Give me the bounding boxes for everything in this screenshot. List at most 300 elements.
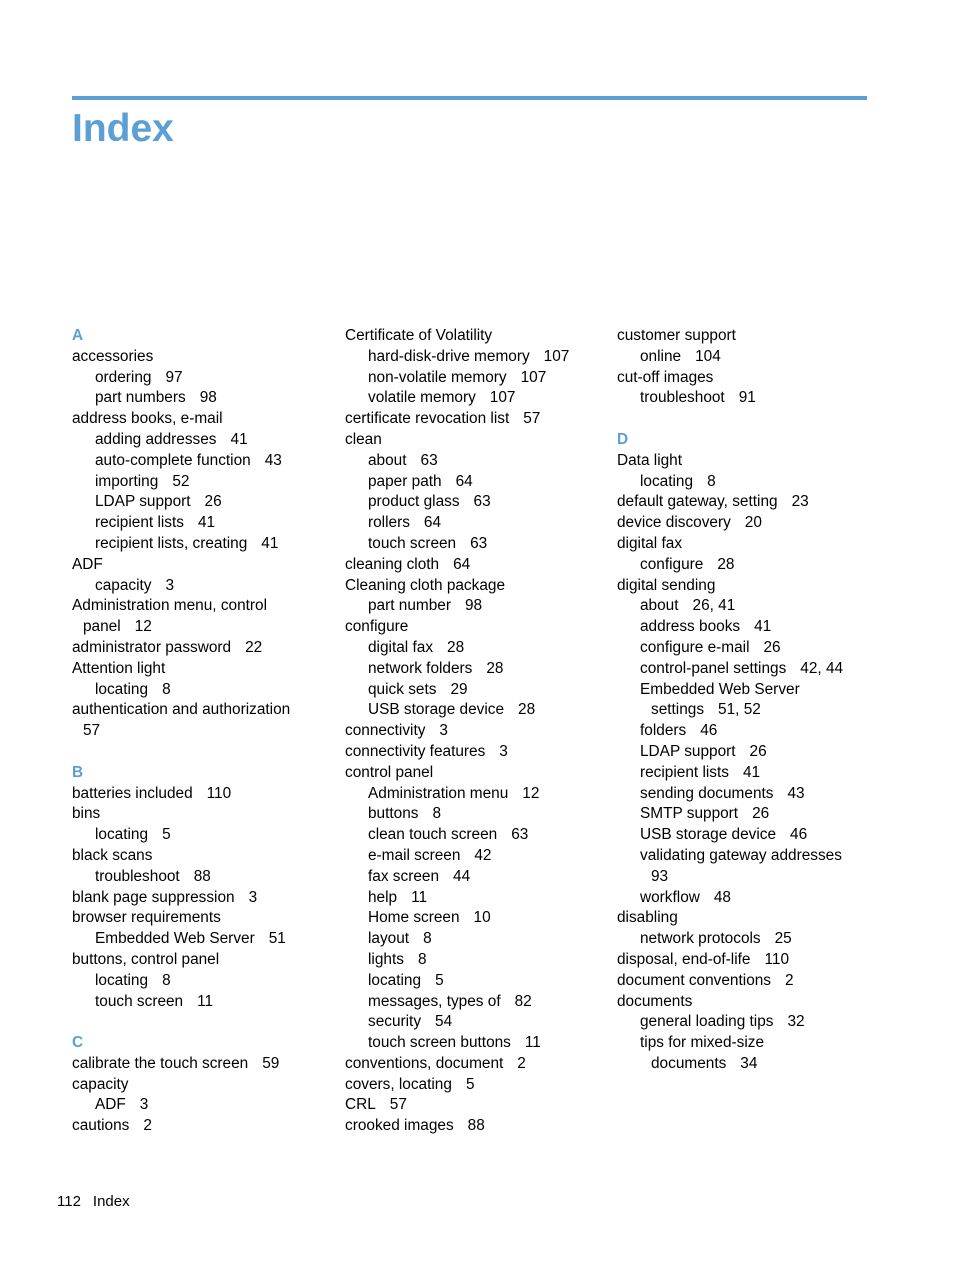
index-term: connectivity features: [345, 742, 486, 760]
page-reference: 88: [193, 867, 211, 885]
page-reference: 91: [738, 389, 756, 407]
index-term: adding addresses: [95, 430, 217, 448]
page-reference: 8: [417, 950, 427, 968]
index-term: configure: [640, 555, 704, 573]
index-term: documents: [617, 992, 693, 1010]
page-reference: 63: [511, 826, 529, 844]
page-reference: 29: [450, 680, 468, 698]
index-entry-continuation: [617, 1054, 879, 1075]
index-entry: [345, 409, 607, 430]
page-reference: 2: [143, 1117, 152, 1135]
page-reference: 63: [470, 534, 488, 552]
page-reference: 5: [465, 1075, 475, 1093]
index-entry: [617, 576, 879, 597]
index-term: Certificate of Volatility: [345, 327, 493, 344]
index-subentry: [345, 659, 607, 680]
index-term: LDAP support: [95, 493, 191, 511]
index-entry: [345, 576, 607, 597]
index-entry: [345, 617, 607, 638]
section-spacer: [617, 409, 879, 430]
index-subentry: [345, 888, 607, 909]
page-reference: 107: [520, 368, 547, 386]
index-term: document conventions: [617, 971, 772, 989]
index-entry: [617, 513, 879, 534]
index-subentry: [72, 680, 334, 701]
page-reference: 23: [791, 493, 809, 511]
index-subentry: [345, 908, 607, 929]
index-entry: [72, 596, 334, 617]
index-entry: [345, 326, 607, 347]
index-term: Data light: [617, 451, 683, 469]
index-subentry: [345, 638, 607, 659]
page-reference: 26, 41: [692, 597, 736, 615]
page-reference: 8: [707, 472, 716, 490]
index-term: Cleaning cloth package: [345, 576, 506, 594]
index-subentry: [72, 513, 334, 534]
index-term: touch screen: [95, 992, 184, 1010]
index-term: locating: [95, 971, 149, 989]
page-reference: 57: [389, 1096, 407, 1114]
index-term: rollers: [368, 514, 410, 532]
index-subentry: [345, 492, 607, 513]
index-subentry: [617, 846, 879, 867]
page-reference: 3: [165, 576, 175, 594]
index-term: digital sending: [617, 576, 716, 594]
page-reference: 8: [162, 680, 171, 698]
index-term: authentication and authorization: [72, 701, 291, 719]
index-subentry: [617, 1033, 879, 1054]
index-term: configure e-mail: [640, 638, 750, 656]
index-term: conventions, document: [345, 1054, 504, 1072]
index-entry: [72, 1054, 334, 1075]
index-term: USB storage device: [640, 826, 777, 844]
page-reference: 28: [447, 638, 465, 656]
index-entry: [617, 534, 879, 555]
index-subentry: [72, 451, 334, 472]
index-entry: [617, 492, 879, 513]
index-term: cut-off images: [617, 368, 714, 386]
page-reference: 104: [695, 347, 721, 365]
index-term: network protocols: [640, 930, 761, 948]
index-term: batteries included: [72, 784, 193, 802]
index-subentry: [345, 700, 607, 721]
index-term: volatile memory: [368, 389, 476, 407]
index-entry: [617, 368, 879, 389]
index-subentry: [72, 825, 334, 846]
index-subentry: [345, 950, 607, 971]
index-term: disposal, end-of-life: [617, 950, 751, 968]
index-subentry: [617, 804, 879, 825]
index-term: panel: [83, 618, 121, 636]
page-reference: 10: [473, 909, 491, 927]
index-term: 93: [651, 867, 669, 885]
index-term: hard-disk-drive memory: [368, 347, 530, 365]
index-entry: [617, 451, 879, 472]
index-term: sending documents: [640, 784, 774, 802]
index-subentry: [72, 1095, 334, 1116]
page-reference: 42: [474, 846, 492, 864]
index-entry: [72, 555, 334, 576]
index-entry: [72, 1116, 334, 1137]
index-term: validating gateway addresses: [640, 846, 842, 864]
index-term: address books, e-mail: [72, 410, 223, 428]
title-rule: [72, 96, 867, 100]
page-reference: 110: [206, 784, 232, 802]
index-term: troubleshoot: [95, 867, 180, 885]
page-reference: 82: [514, 992, 532, 1010]
page-reference: 22: [245, 638, 263, 656]
index-subentry: [72, 388, 334, 409]
index-term: Home screen: [368, 909, 460, 927]
index-term: USB storage device: [368, 701, 505, 719]
page-reference: 20: [744, 514, 762, 532]
index-term: cleaning cloth: [345, 555, 440, 573]
page-reference: 5: [162, 826, 171, 844]
index-term: digital fax: [617, 534, 683, 552]
footer-section: Index: [92, 1193, 130, 1210]
index-column-3: [617, 326, 879, 1075]
page-reference: 64: [453, 555, 471, 573]
index-subentry: [72, 472, 334, 493]
index-section-letter: A: [72, 327, 84, 344]
page-reference: 88: [467, 1117, 485, 1135]
index-term: clean touch screen: [368, 826, 498, 844]
index-subentry: [617, 742, 879, 763]
page-reference: 54: [435, 1013, 453, 1031]
index-subentry: [617, 596, 879, 617]
index-term: customer support: [617, 327, 736, 344]
index-term: cautions: [72, 1117, 130, 1135]
index-subentry: [72, 992, 334, 1013]
index-subentry: [617, 763, 879, 784]
index-term: configure: [345, 618, 409, 636]
index-entry: [617, 908, 879, 929]
page-reference: 97: [165, 368, 183, 386]
index-term: browser requirements: [72, 909, 221, 927]
page-reference: 98: [464, 597, 483, 615]
index-entry: [617, 992, 879, 1013]
page-reference: 42, 44: [800, 659, 844, 677]
page-reference: 8: [423, 930, 432, 948]
index-term: accessories: [72, 347, 154, 365]
index-column-2: [345, 326, 607, 1137]
index-term: certificate revocation list: [345, 410, 510, 428]
index-term: buttons: [368, 805, 419, 823]
index-subentry: [345, 368, 607, 389]
footer-page-number: 112: [57, 1193, 81, 1210]
page-reference: 3: [499, 742, 508, 760]
page-reference: 41: [754, 618, 772, 636]
index-subentry: [72, 576, 334, 597]
index-subentry: [345, 1012, 607, 1033]
page-reference: 64: [455, 472, 473, 490]
index-subentry: [617, 1012, 879, 1033]
index-term: documents: [651, 1054, 727, 1072]
index-entry: [72, 846, 334, 867]
page-reference: 26: [204, 493, 222, 511]
page-reference: 12: [134, 618, 152, 636]
index-term: Embedded Web Server: [95, 930, 255, 948]
index-term: disabling: [617, 909, 678, 927]
index-subentry: [617, 347, 879, 368]
index-subentry: [345, 971, 607, 992]
page-reference: 48: [713, 888, 731, 906]
index-entry: [72, 1075, 334, 1096]
page-reference: 98: [199, 389, 217, 407]
index-term: Administration menu, control: [72, 597, 268, 615]
index-term: locating: [95, 680, 149, 698]
index-term: paper path: [368, 472, 442, 490]
index-entry: [72, 950, 334, 971]
index-term: importing: [95, 472, 159, 490]
page-reference: 28: [717, 555, 735, 573]
index-term: 57: [83, 722, 101, 740]
index-entry: [72, 409, 334, 430]
index-term: settings: [651, 701, 705, 719]
page-reference: 2: [785, 971, 794, 989]
index-term: Embedded Web Server: [640, 680, 800, 698]
page-reference: 57: [523, 410, 541, 428]
page-reference: 107: [543, 347, 570, 365]
page-reference: 51: [268, 930, 286, 948]
page-reference: 11: [524, 1034, 541, 1052]
page-reference: 41: [742, 763, 761, 781]
index-entry: [345, 721, 607, 742]
index-subentry: [617, 784, 879, 805]
page-reference: 25: [774, 930, 792, 948]
index-term: auto-complete function: [95, 451, 251, 469]
index-term: device discovery: [617, 514, 731, 532]
index-subentry: [345, 846, 607, 867]
index-entry: [345, 1095, 607, 1116]
index-entry: [617, 326, 879, 347]
index-section-letter: B: [72, 763, 84, 781]
page-reference: 51, 52: [718, 701, 761, 719]
index-term: address books: [640, 618, 741, 636]
index-subentry: [72, 430, 334, 451]
index-subentry: [345, 347, 607, 368]
index-term: part numbers: [95, 389, 186, 407]
page-reference: 44: [453, 867, 471, 885]
page-reference: 43: [787, 784, 805, 802]
section-spacer: [72, 742, 334, 763]
index-subentry: [617, 617, 879, 638]
section-spacer: [72, 1012, 334, 1033]
page-reference: 3: [139, 1096, 149, 1114]
index-term: fax screen: [368, 867, 440, 885]
index-subentry: [617, 659, 879, 680]
index-entry: [345, 1054, 607, 1075]
index-term: locating: [368, 971, 422, 989]
index-subentry: [345, 472, 607, 493]
index-entry: [617, 971, 879, 992]
index-subentry: [345, 825, 607, 846]
index-term: locating: [95, 826, 149, 844]
page-reference: 3: [439, 722, 448, 740]
index-entry: [345, 763, 607, 784]
index-subentry: [617, 638, 879, 659]
index-entry-continuation: [617, 867, 879, 888]
index-term: CRL: [345, 1096, 376, 1114]
index-subentry: [345, 992, 607, 1013]
index-term: crooked images: [345, 1117, 454, 1135]
index-term: workflow: [640, 888, 700, 906]
index-term: non-volatile memory: [368, 368, 507, 386]
index-term: buttons, control panel: [72, 950, 220, 968]
index-term: bins: [72, 805, 101, 823]
page-reference: 59: [262, 1054, 280, 1072]
page-reference: 5: [435, 971, 444, 989]
index-subentry: [345, 680, 607, 701]
page-reference: 32: [787, 1013, 805, 1031]
page-reference: 107: [489, 389, 516, 407]
index-entry: [345, 1116, 607, 1137]
index-entry: [345, 430, 607, 451]
page-reference: 63: [473, 493, 491, 511]
index-subentry: [617, 825, 879, 846]
index-term: capacity: [72, 1075, 129, 1093]
index-subentry: [72, 971, 334, 992]
index-term: calibrate the touch screen: [72, 1054, 249, 1072]
index-section-letter: C: [72, 1034, 84, 1052]
index-term: messages, types of: [368, 992, 501, 1010]
index-term: administrator password: [72, 638, 232, 656]
index-entry: [72, 784, 334, 805]
page-reference: 34: [740, 1054, 758, 1072]
page-reference: 8: [432, 805, 442, 823]
index-subentry: [72, 492, 334, 513]
index-term: network folders: [368, 659, 473, 677]
index-subentry: [345, 451, 607, 472]
index-entry-continuation: [72, 721, 334, 742]
index-entry: [345, 555, 607, 576]
index-entry-continuation: [617, 700, 879, 721]
page-reference: 43: [264, 451, 282, 469]
index-entry: [72, 638, 334, 659]
index-term: product glass: [368, 493, 460, 511]
index-term: recipient lists, creating: [95, 534, 248, 552]
index-term: ADF: [72, 555, 103, 573]
index-term: lights: [368, 950, 404, 968]
index-term: about: [640, 597, 679, 615]
index-term: online: [640, 347, 682, 365]
page-reference: 12: [522, 784, 540, 802]
index-term: control panel: [345, 763, 434, 781]
index-term: touch screen: [368, 534, 457, 552]
page-reference: 11: [411, 888, 428, 906]
page-reference: 26: [749, 742, 767, 760]
index-term: blank page suppression: [72, 888, 235, 906]
index-term: Attention light: [72, 659, 166, 677]
index-entry: [72, 908, 334, 929]
page-reference: 2: [517, 1054, 526, 1072]
index-term: LDAP support: [640, 742, 736, 760]
index-term: recipient lists: [640, 763, 729, 781]
page-reference: 11: [197, 992, 214, 1010]
index-term: ADF: [95, 1096, 126, 1114]
index-term: troubleshoot: [640, 389, 725, 407]
page-reference: 41: [197, 514, 216, 532]
page-reference: 63: [420, 451, 438, 469]
index-subentry: [345, 534, 607, 555]
page-reference: 46: [790, 826, 808, 844]
index-term: e-mail screen: [368, 846, 461, 864]
index-term: layout: [368, 930, 410, 948]
page-title: Index: [72, 107, 174, 150]
index-term: folders: [640, 722, 687, 740]
index-term: help: [368, 888, 398, 906]
index-entry: [345, 1075, 607, 1096]
page-reference: 26: [763, 638, 781, 656]
index-subentry: [617, 888, 879, 909]
index-term: quick sets: [368, 680, 437, 698]
index-subentry: [72, 534, 334, 555]
index-subentry: [617, 929, 879, 950]
index-term: tips for mixed-size: [640, 1034, 765, 1052]
index-term: control-panel settings: [640, 659, 787, 677]
index-term: touch screen buttons: [368, 1034, 511, 1052]
index-entry-continuation: [72, 617, 334, 638]
index-subentry: [345, 804, 607, 825]
page-reference: 46: [700, 722, 718, 740]
index-subentry: [617, 680, 879, 701]
index-subentry: [345, 784, 607, 805]
index-term: connectivity: [345, 722, 426, 740]
index-subentry: [345, 596, 607, 617]
index-term: part number: [368, 597, 451, 615]
page-reference: 28: [518, 701, 536, 719]
index-term: covers, locating: [345, 1075, 452, 1093]
page-reference: 41: [230, 430, 248, 448]
index-subentry: [345, 513, 607, 534]
index-term: security: [368, 1013, 422, 1031]
index-term: digital fax: [368, 638, 434, 656]
index-term: recipient lists: [95, 514, 184, 532]
index-term: default gateway, setting: [617, 493, 778, 511]
index-subentry: [345, 867, 607, 888]
index-entry: [72, 804, 334, 825]
page-reference: 41: [261, 534, 279, 552]
index-subentry: [345, 388, 607, 409]
page-reference: 8: [162, 971, 171, 989]
index-term: black scans: [72, 846, 153, 864]
page-reference: 28: [486, 659, 504, 677]
index-term: general loading tips: [640, 1013, 774, 1031]
index-entry: [345, 742, 607, 763]
index-entry: [72, 700, 334, 721]
index-term: about: [368, 451, 407, 469]
page-reference: 64: [423, 514, 442, 532]
page-reference: 26: [752, 805, 770, 823]
index-term: ordering: [95, 368, 152, 386]
index-section-letter: D: [617, 430, 629, 448]
index-entry: [617, 950, 879, 971]
index-subentry: [617, 555, 879, 576]
index-subentry: [72, 867, 334, 888]
index-term: clean: [345, 430, 382, 448]
index-subentry: [72, 368, 334, 389]
page-reference: 52: [172, 472, 190, 490]
index-subentry: [345, 1033, 607, 1054]
index-subentry: [617, 721, 879, 742]
page-reference: 110: [764, 950, 790, 968]
index-term: locating: [640, 472, 694, 490]
index-term: SMTP support: [640, 805, 739, 823]
index-entry: [72, 888, 334, 909]
index-term: Administration menu: [368, 784, 509, 802]
index-entry: [72, 347, 334, 368]
index-subentry: [617, 388, 879, 409]
